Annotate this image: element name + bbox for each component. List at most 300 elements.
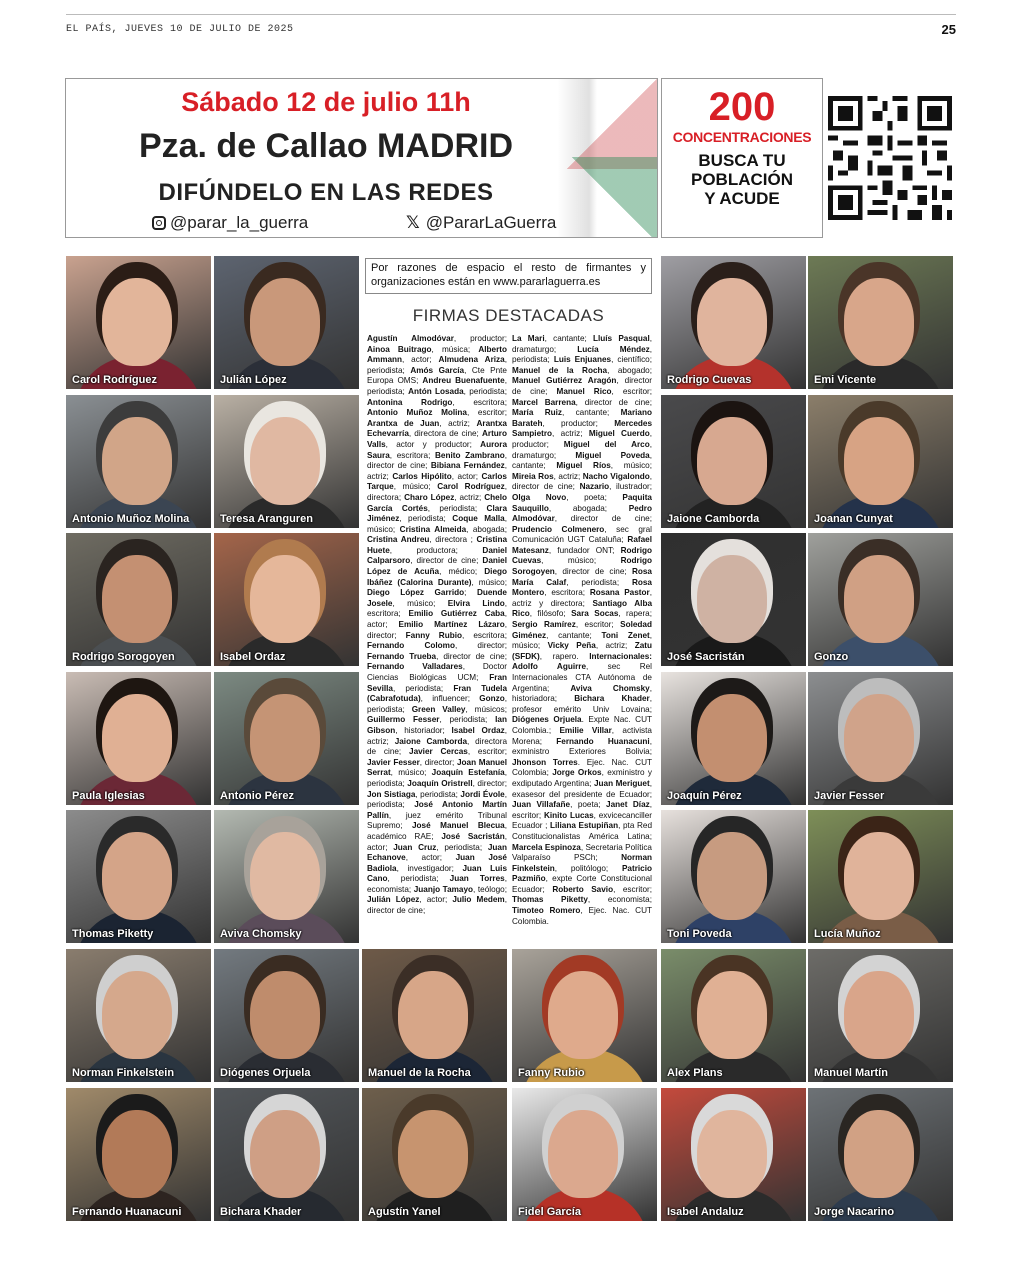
signatory-role: , periodista;: [566, 577, 632, 587]
photo-face: [844, 971, 914, 1059]
signatory-name: Mercedes Sampietro: [512, 418, 652, 439]
photo-face: [844, 1110, 914, 1198]
signatory-role: , médico;: [439, 567, 485, 577]
photo-face: [102, 971, 172, 1059]
photo-face: [844, 694, 914, 782]
firmas-column-2: [512, 334, 652, 927]
instagram-handle: [152, 213, 308, 233]
signatory-role: , director de cine;: [554, 514, 652, 524]
portrait-photo: [808, 1088, 953, 1221]
signatory-role: , actor;: [367, 831, 507, 852]
signatory-role: , dramaturgo;: [512, 439, 652, 460]
event-date: Sábado 12 de julio 11h: [181, 87, 471, 117]
signatory-role: , periodista;: [367, 768, 507, 788]
signatory-name: Joan Manuel Serrat: [367, 757, 507, 778]
signatory-role: , músico;: [471, 577, 507, 587]
signatory-name: Ian Gibson: [367, 715, 507, 735]
photo-face: [844, 555, 914, 643]
portrait-name: Javier Fesser: [814, 790, 885, 802]
signatory-role: , músico;: [541, 556, 621, 566]
signatory-name: Emilio Gutiérrez Caba: [408, 609, 505, 619]
signatory-role: , exministro Exteriores Bolivia;: [512, 736, 652, 757]
signatory-role: , cantante;: [562, 408, 621, 418]
busca-line-1: BUSCA TU: [698, 151, 786, 170]
signatory-role: , escritor;: [467, 747, 508, 757]
portrait-name: Thomas Piketty: [72, 928, 154, 940]
signatory-role: , actriz;: [367, 461, 507, 481]
signatory-name: Olga Novo: [512, 492, 567, 502]
signatory-name: Ainoa Buitrago: [367, 344, 432, 354]
signatory-role: , periodista;: [427, 503, 487, 513]
signatory-role: , rapera;: [618, 609, 653, 619]
x-icon: 𝕏: [406, 213, 420, 233]
signatory-role: , director;: [472, 778, 507, 788]
signatory-role: , periodista;: [463, 386, 507, 396]
signatory-name: Lluís Pasqual: [593, 334, 650, 343]
portrait-photo: [661, 672, 806, 805]
signatory-role: , director de cine;: [367, 450, 507, 471]
busca-line-3: Y ACUDE: [704, 189, 780, 208]
photo-face: [102, 694, 172, 782]
signatory-role: , director de cine;: [512, 376, 652, 396]
signatory-name: Juanjo Tamayo: [413, 884, 474, 894]
newspaper-dateline: EL PAÍS, JUEVES 10 DE JULIO DE 2025: [66, 24, 294, 35]
signatory-role: , cantante;: [512, 450, 652, 471]
portrait-name: Gonzo: [814, 651, 849, 663]
signatory-name: Sara Socas: [571, 609, 619, 619]
firmas-title: FIRMAS DESTACADAS: [412, 306, 605, 325]
signatory-name: Adolfo Aguirre: [512, 662, 587, 672]
signatory-role: , escritor;: [613, 884, 652, 894]
portrait-photo: [66, 672, 211, 805]
signatory-name: Thomas Piketty: [512, 895, 588, 905]
signatory-role: , escritora;: [462, 630, 507, 640]
portrait-photo: [808, 533, 953, 666]
signatory-role: , exvicecanciller Ecuador ;: [512, 810, 652, 831]
signatory-role: , actor;: [419, 895, 453, 905]
photo-face: [844, 417, 914, 505]
signatory-name: Jhonson Torres: [512, 757, 578, 767]
share-call: DIFÚNDELO EN LAS REDES: [158, 179, 494, 206]
page-number: 25: [941, 22, 956, 37]
signatory-name: Daniel Calparsoro: [367, 545, 507, 566]
photo-face: [548, 1110, 618, 1198]
photo-face: [250, 417, 320, 505]
firmas-column-1: [367, 334, 507, 917]
signatory-role: , cantante;: [546, 630, 602, 640]
portrait-photo: [808, 256, 953, 389]
signatory-name: Diógenes Orjuela: [512, 715, 582, 725]
signatory-role: , músico;: [393, 482, 438, 492]
portrait-photo: [362, 949, 507, 1082]
signatory-name: Emilie Villar: [559, 725, 612, 735]
signatory-role: , músico;: [367, 514, 507, 534]
signatory-name: Guillermo Fesser: [367, 715, 440, 725]
signatory-name: Charo López: [404, 492, 455, 502]
photo-face: [398, 971, 468, 1059]
portrait-photo: [661, 1088, 806, 1221]
portrait-name: Norman Finkelstein: [72, 1067, 175, 1079]
portrait-photo: [808, 810, 953, 943]
photo-face: [102, 555, 172, 643]
signatory-name: Rosa Montero: [512, 577, 652, 598]
signatory-name: Andreu Buenafuente: [422, 376, 505, 386]
signatory-name: Diego López Garrido: [367, 588, 465, 598]
signatory-name: Juan Cruz: [393, 842, 437, 852]
portrait-name: Jorge Nacarino: [814, 1206, 895, 1218]
portrait-name: Julián López: [220, 374, 287, 386]
signatory-name: Isabel Ordaz: [451, 725, 505, 735]
signatory-name: Javier Fesser: [367, 757, 420, 767]
signatory-role: , investigador;: [396, 863, 463, 873]
signatory-role: , músicos;: [465, 704, 507, 714]
signatory-role: , pta Red Constitucionalistas América Latina;: [512, 821, 652, 841]
portrait-name: Fanny Rubio: [518, 1067, 585, 1079]
signatory-name: Internacionales:: [589, 651, 652, 661]
portrait-name: Fernando Huanacuni: [72, 1206, 182, 1218]
signatory-name: Chelo García Cortés: [367, 492, 507, 513]
signatory-role: , directora de cine;: [367, 736, 507, 757]
signatory-role: , Ejec. Nac. CUT Colombia.: [512, 906, 652, 926]
signatory-role: , poeta;: [570, 800, 607, 810]
signatory-name: Manuel Gutiérrez Aragón: [512, 376, 617, 386]
portrait-photo: [66, 395, 211, 528]
portrait-photo: [214, 949, 359, 1082]
signatory-name: Mireia Ros: [512, 471, 554, 481]
portrait-name: Antonio Pérez: [220, 790, 294, 802]
signatory-name: Alberto Ammann: [367, 344, 507, 365]
photo-face: [102, 832, 172, 920]
signatory-role: , abogada;: [548, 503, 629, 513]
photo-face: [697, 278, 767, 366]
signatory-name: Rosa María Calaf: [512, 567, 652, 587]
signatory-name: Daniel López de Acuña: [367, 556, 507, 577]
signatory-name: Arantxa de Juan: [367, 418, 440, 428]
signatory-role: , actriz;: [367, 725, 507, 746]
signatory-role: ;: [464, 588, 477, 598]
photo-face: [697, 971, 767, 1059]
portrait-photo: [661, 256, 806, 389]
signatory-name: Jordi Évole: [460, 789, 505, 799]
signatory-role: , dramaturgo;: [512, 334, 652, 354]
signatory-name: Jorge Orkos: [552, 768, 602, 778]
signatory-role: , exministro y exdiputado Argentina;: [512, 768, 652, 788]
signatory-role: , ilustrador;: [609, 482, 653, 492]
signatory-role: , economista;: [367, 874, 507, 894]
signatory-role: , periodista;: [367, 694, 507, 714]
signatory-name: Miguel Ríos: [556, 461, 611, 471]
signatory-name: Miguel del Arco: [563, 439, 650, 449]
concentraciones-label: CONCENTRACIONES: [672, 129, 812, 145]
signatory-role: , economista;: [587, 895, 652, 905]
signatory-name: Bichara Khader: [574, 694, 650, 704]
signatory-name: Cristina Huete: [367, 535, 507, 555]
signatory-name: Amós García: [410, 365, 465, 375]
signatory-role: , actor;: [405, 853, 456, 863]
signatory-name: Fanny Rubio: [405, 630, 462, 640]
signatory-role: , productor;: [512, 429, 652, 449]
page-header: [66, 14, 956, 37]
photo-face: [102, 417, 172, 505]
signatory-role: , escritor;: [512, 800, 653, 820]
signatory-name: Carlos Hipólito: [392, 471, 452, 481]
signatory-name: La Mari: [512, 334, 545, 343]
signatory-role: , director de cine;: [436, 651, 508, 661]
concentraciones-box: [661, 78, 823, 238]
signatory-name: Joaquín Oristrell: [407, 778, 473, 788]
signatory-role: , profesor emérito Univ Lovaina;: [512, 694, 652, 714]
concentraciones-number: 200: [708, 85, 776, 129]
signatory-role: , Cte Pnte Europa OMS;: [367, 365, 507, 386]
photo-face: [697, 832, 767, 920]
portrait-photo: [214, 256, 359, 389]
signatory-name: Nazario: [579, 482, 610, 492]
signatory-role: , director de cine;: [512, 471, 652, 492]
signatory-role: , periodista;: [392, 683, 454, 693]
signatory-name: Liliana Estupiñan: [549, 821, 619, 831]
signatory-role: , periodista;: [367, 376, 507, 396]
signatory-role: , actor y productor;: [385, 439, 481, 449]
signatory-role: , periodista;: [415, 789, 461, 799]
signatory-role: , escritora;: [367, 598, 507, 619]
photo-face: [250, 971, 320, 1059]
portrait-name: Isabel Andaluz: [667, 1206, 744, 1218]
signatory-name: Rodrigo Sorogoyen: [512, 556, 652, 577]
portrait-name: Teresa Aranguren: [220, 513, 313, 525]
signatory-name: Clara Jiménez: [367, 503, 508, 524]
signatory-name: Jaione Camborda: [394, 736, 467, 746]
signatory-name: Antón Losada: [408, 386, 464, 396]
photo-face: [844, 278, 914, 366]
photo-face: [697, 1110, 767, 1198]
signatory-name: Fernando Trueba: [367, 651, 437, 661]
signatory-role: , Secretaria Política Valparaíso PSCh;: [512, 842, 652, 863]
signatory-name: Elvira Lindo: [447, 598, 505, 608]
signatory-role: , actor;: [367, 609, 507, 630]
signatory-role: , exasesor del presidente de Ecuador;: [512, 778, 652, 799]
signatory-role: , politólogo;: [554, 863, 622, 873]
signatory-name: Santiago Alba Rico: [512, 598, 652, 619]
signatory-role: , escritora;: [452, 397, 507, 407]
portrait-name: Antonio Muñoz Molina: [72, 513, 190, 525]
busca-line-2: POBLACIÓN: [691, 170, 793, 189]
signatory-role: , director;: [419, 757, 457, 767]
signatory-role: , escritor;: [467, 408, 508, 418]
portrait-name: Bichara Khader: [220, 1206, 302, 1218]
signatory-name: Manuel de la Rocha: [512, 365, 608, 375]
signatory-role: , juez emérito Tribunal Supremo;: [367, 810, 507, 831]
portrait-photo: [214, 395, 359, 528]
portrait-name: Carol Rodríguez: [72, 374, 157, 386]
portrait-photo: [214, 533, 359, 666]
signatory-name: Paquita Sauquillo: [512, 492, 652, 513]
signatory-name: Pedro Almodóvar: [512, 503, 652, 524]
signatory-name: Juan José Badiola: [367, 853, 507, 873]
signatory-name: Miguel Poveda: [575, 450, 650, 460]
signatory-name: Carol Rodríguez: [437, 482, 505, 492]
signatory-name: Roberto Savio: [552, 884, 614, 894]
signatory-role: , director;: [367, 620, 507, 640]
signatory-role: , productor;: [542, 418, 615, 428]
signatory-name: Cristina Andreu: [367, 535, 430, 545]
signatory-name: Coque Malla: [452, 514, 505, 524]
signatory-role: , actriz;: [439, 418, 477, 428]
portrait-photo: [808, 672, 953, 805]
signatory-role: , rapero.: [539, 651, 590, 661]
signatory-name: Julio Medem: [452, 895, 505, 905]
signatory-name: Vicky Peña: [547, 641, 596, 651]
signatory-name: Manuel Rico: [556, 386, 612, 396]
signatory-name: Juan Villafañe: [512, 800, 571, 810]
signatory-role: , filósofo;: [529, 609, 572, 619]
event-place: Pza. de Callao MADRID: [138, 127, 514, 165]
signatory-role: , actriz;: [553, 471, 583, 481]
signatory-role: , escritora;: [544, 588, 590, 598]
signatory-role: , abogada;: [466, 524, 508, 534]
signatory-role: , directora;: [367, 482, 507, 502]
signatory-role: , directora ;: [429, 535, 477, 545]
signatory-name: Timoteo Romero: [512, 906, 581, 916]
photo-face: [102, 1110, 172, 1198]
signatory-role: , poeta;: [566, 492, 623, 502]
signatory-role: , actor;: [451, 471, 482, 481]
signatory-name: Antonio Muñoz Molina: [367, 408, 467, 418]
signatory-role: , director de cine;: [367, 895, 507, 916]
portrait-photo: [661, 810, 806, 943]
signatory-name: Sergio Ramírez: [512, 620, 576, 630]
portrait-name: Diógenes Orjuela: [220, 1067, 311, 1079]
portrait-name: Agustín Yanel: [368, 1206, 441, 1218]
signatory-name: Toni Zenet: [601, 630, 650, 640]
portrait-photo: [661, 533, 806, 666]
signatory-name: Lucía Méndez: [577, 344, 650, 354]
signatory-role: , fundador ONT;: [548, 545, 621, 555]
busca-text: [662, 151, 822, 208]
portrait-name: Manuel Martín: [814, 1067, 888, 1079]
signatory-role: , escritor;: [575, 620, 621, 630]
signatory-name: Fernando Colomo: [367, 641, 455, 651]
portrait-name: Toni Poveda: [667, 928, 732, 940]
photo-face: [250, 832, 320, 920]
signatory-name: Prudencio Colmenero: [512, 524, 605, 534]
signatory-role: , académico RAE;: [367, 821, 507, 841]
qr-code-icon[interactable]: [828, 96, 952, 220]
instagram-icon: [152, 216, 166, 230]
signatory-role: , director de cine;: [575, 397, 652, 407]
photo-face: [697, 555, 767, 643]
signatory-name: Joaquín Estefanía: [431, 768, 505, 778]
portrait-photo: [214, 1088, 359, 1221]
signatory-role: , abogado;: [607, 365, 653, 375]
signatory-name: Rodrigo Cuevas: [512, 545, 652, 566]
signatory-role: , cantante;: [544, 334, 593, 343]
signatory-name: Marcel Barrena: [512, 397, 576, 407]
portrait-name: Emi Vicente: [814, 374, 877, 386]
signatory-name: Benito Zambrano: [435, 450, 505, 460]
signatory-role: , periodista;: [399, 514, 453, 524]
signatory-role: , músico;: [610, 461, 652, 471]
portrait-photo: [66, 1088, 211, 1221]
signatory-name: María Ruiz: [512, 408, 562, 418]
signatory-name: Bibiana Fernández: [430, 461, 505, 471]
signatory-name: Juan Torres: [449, 874, 505, 884]
signatory-role: , científico;: [611, 355, 652, 365]
signatory-role: , Doctor Ciencias Biológicas UCM;: [367, 662, 508, 682]
portrait-name: Rodrigo Cuevas: [667, 374, 752, 386]
portrait-name: Fidel García: [518, 1206, 581, 1218]
photo-face: [697, 417, 767, 505]
portrait-photo: [512, 949, 657, 1082]
signatory-name: Marcela Espinoza: [512, 842, 581, 852]
signatory-name: Julián López: [367, 895, 420, 905]
signatory-name: José Sacristán: [441, 831, 505, 841]
signatory-name: Juan Luis Cano: [367, 863, 508, 884]
signatory-role: , influencer;: [420, 694, 480, 704]
signatory-role: , músico;: [512, 630, 653, 651]
portrait-name: Isabel Ordaz: [220, 651, 286, 663]
signatory-name: Kinito Lucas: [543, 810, 594, 820]
signatory-name: Emilio Martínez Lázaro: [398, 620, 505, 630]
signatory-role: , historiadora;: [512, 683, 652, 704]
portrait-photo: [808, 949, 953, 1082]
portrait-name: Joaquín Pérez: [667, 790, 742, 802]
signatory-name: Green Valley: [411, 704, 466, 714]
signatory-role: , escritor;: [611, 386, 652, 396]
photo-face: [250, 555, 320, 643]
signatory-name: Fernando Huanacuni: [556, 736, 650, 746]
portrait-name: Manuel de la Rocha: [368, 1067, 471, 1079]
portrait-photo: [808, 395, 953, 528]
signatory-role: . Expte Nac. CUT Colombia.;: [512, 715, 652, 735]
signatory-role: , periodista;: [367, 355, 507, 375]
signatory-name: Zatu (SFDK): [512, 641, 653, 661]
signatory-role: , periodista;: [439, 715, 496, 725]
signatory-role: , productora;: [389, 545, 483, 555]
signatory-name: Luis Enjuanes: [553, 355, 612, 365]
signatory-role: , expte Corte Constitucional Ecuador;: [512, 874, 652, 894]
signatory-name: José Antonio Martín Pallín: [367, 800, 507, 820]
portrait-photo: [66, 533, 211, 666]
signatory-role: , directora de cine;: [408, 429, 482, 439]
signatory-role: , productor;: [453, 334, 507, 343]
signatory-role: , actor;: [402, 355, 439, 365]
signatory-name: Patricio Pazmiño: [512, 863, 652, 884]
portrait-photo: [66, 949, 211, 1082]
signatory-role: , sec gral Comunicación UGT Cataluña;: [512, 524, 652, 545]
signatory-name: Duende Josele: [367, 588, 507, 608]
portrait-photo: [66, 256, 211, 389]
photo-face: [250, 278, 320, 366]
x-text: @PararLaGuerra: [425, 213, 557, 232]
signatory-role: , actriz;: [454, 492, 485, 502]
photo-face: [697, 694, 767, 782]
portrait-name: Alex Plans: [667, 1067, 723, 1079]
signatory-name: Miguel Cuerdo: [588, 429, 650, 439]
signatory-name: Juan Echanove: [367, 842, 507, 863]
photo-face: [250, 694, 320, 782]
signatory-role: , músico;: [392, 598, 448, 608]
photo-face: [102, 278, 172, 366]
signatory-name: Aviva Chomsky: [570, 683, 650, 693]
signatory-name: Antonina Rodrigo: [367, 397, 453, 407]
signatory-role: , director de cine;: [554, 567, 632, 577]
signatory-name: Norman Finkelstein: [512, 853, 652, 873]
signatory-role: , periodista;: [436, 842, 488, 852]
signatory-name: Carlos Tarque: [367, 471, 507, 492]
signatory-role: , periodista;: [367, 789, 507, 810]
signatory-role: . Ejec. Nac. CUT Colombia;: [512, 757, 652, 778]
signatory-name: Janet Díaz: [606, 800, 650, 810]
